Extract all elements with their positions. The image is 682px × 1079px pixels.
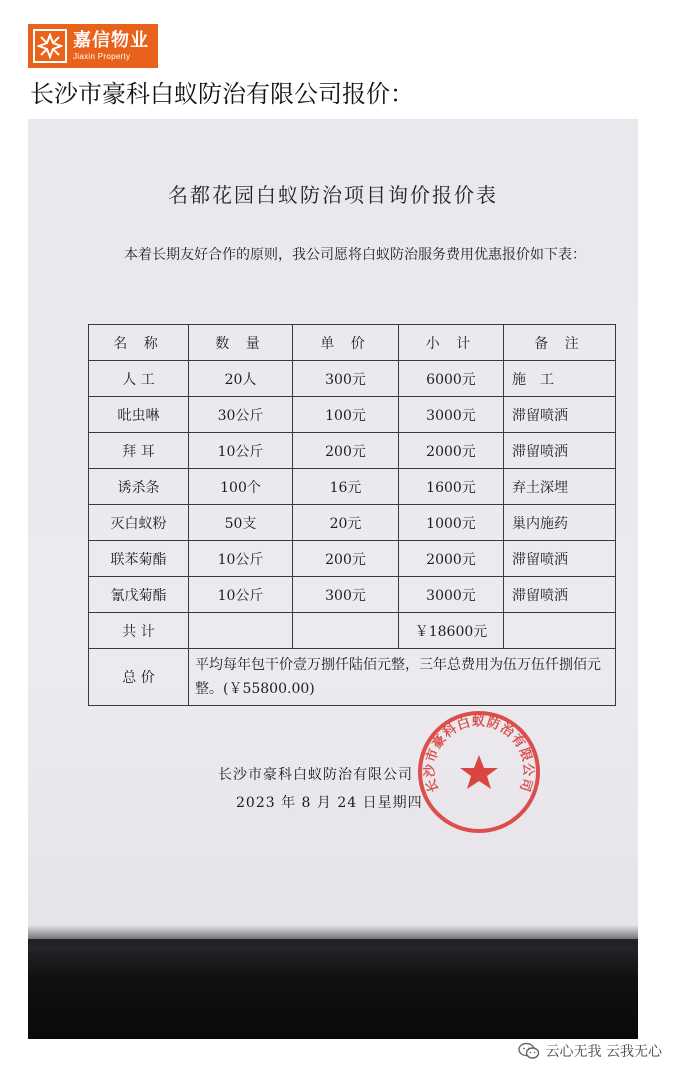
header-qty: 数 量 [189,325,293,361]
cell-note: 巢内施药 [504,505,616,541]
cell-unit-price: 100元 [293,397,399,433]
logo-name: 嘉信物业 [73,29,149,51]
table-row [89,505,616,541]
cell-subtotal: 2000元 [399,433,504,469]
cell-note: 滞留喷洒 [504,397,616,433]
empty-cell [293,613,399,649]
cell-name: 诱杀条 [89,469,189,505]
cell-qty: 10公斤 [189,541,293,577]
cell-subtotal: 3000元 [399,397,504,433]
quote-table [88,324,616,706]
page-heading: 长沙市豪科白蚁防治有限公司报价： [30,80,414,108]
cell-unit-price: 16元 [293,469,399,505]
document-photo [28,119,638,1039]
total-price-text: 平均每年包干价壹万捌仟陆佰元整，三年总费用为伍万伍仟捌佰元整。(￥55800.00) [189,649,616,706]
cell-subtotal: 1000元 [399,505,504,541]
company-logo [28,24,158,68]
logo-subtitle: Jiaxin Property [73,51,131,61]
cell-subtotal: 6000元 [399,361,504,397]
cell-unit-price: 300元 [293,361,399,397]
document-title: 名都花园白蚁防治项目询价报价表 [168,183,498,207]
cell-qty: 30公斤 [189,397,293,433]
cell-qty: 100个 [189,469,293,505]
empty-cell [504,613,616,649]
sum-value: ￥18600元 [399,613,504,649]
wechat-icon [518,1042,540,1060]
cell-unit-price: 200元 [293,433,399,469]
total-price-row [89,649,616,706]
cell-note: 滞留喷洒 [504,541,616,577]
header-name: 名 称 [89,325,189,361]
table-row [89,361,616,397]
signature-date: 2023 年 8 月 24 日星期四 [236,795,423,811]
sum-label: 共 计 [89,613,189,649]
cell-name: 吡虫啉 [89,397,189,433]
wechat-account-watermark [518,1040,662,1062]
cell-name: 联苯菊酯 [89,541,189,577]
table-row [89,433,616,469]
signature-company: 长沙市豪科白蚁防治有限公司 [218,767,413,783]
table-row [89,541,616,577]
cell-subtotal: 2000元 [399,541,504,577]
header-note: 备 注 [504,325,616,361]
sum-row [89,613,616,649]
wechat-account-name: 云心无我 云我无心 [545,1044,662,1060]
cell-note: 弃土深埋 [504,469,616,505]
header-unit-price: 单 价 [293,325,399,361]
cell-note: 滞留喷洒 [504,433,616,469]
cell-qty: 10公斤 [189,577,293,613]
table-row [89,397,616,433]
cell-subtotal: 3000元 [399,577,504,613]
cell-name: 灭白蚁粉 [89,505,189,541]
total-label: 总 价 [89,649,189,706]
seal-text: 长沙市豪科白蚁防治有限公司 [422,714,536,794]
cell-qty: 10公斤 [189,433,293,469]
cell-qty: 50支 [189,505,293,541]
cell-subtotal: 1600元 [399,469,504,505]
table-header-row [89,325,616,361]
cell-unit-price: 300元 [293,577,399,613]
document-intro: 本着长期友好合作的原则，我公司愿将白蚁防治服务费用优惠报价如下表： [124,247,586,263]
header-subtotal: 小 计 [399,325,504,361]
table-row [89,469,616,505]
company-seal [414,707,544,837]
cell-name: 拜 耳 [89,433,189,469]
cell-unit-price: 200元 [293,541,399,577]
cell-qty: 20人 [189,361,293,397]
cell-note: 滞留喷洒 [504,577,616,613]
table-row [89,577,616,613]
cell-note: 施 工 [504,361,616,397]
logo-emblem-icon [33,29,67,63]
cell-name: 人 工 [89,361,189,397]
cell-name: 氰戊菊酯 [89,577,189,613]
cell-unit-price: 20元 [293,505,399,541]
empty-cell [189,613,293,649]
photo-shadow-area [28,939,638,1039]
